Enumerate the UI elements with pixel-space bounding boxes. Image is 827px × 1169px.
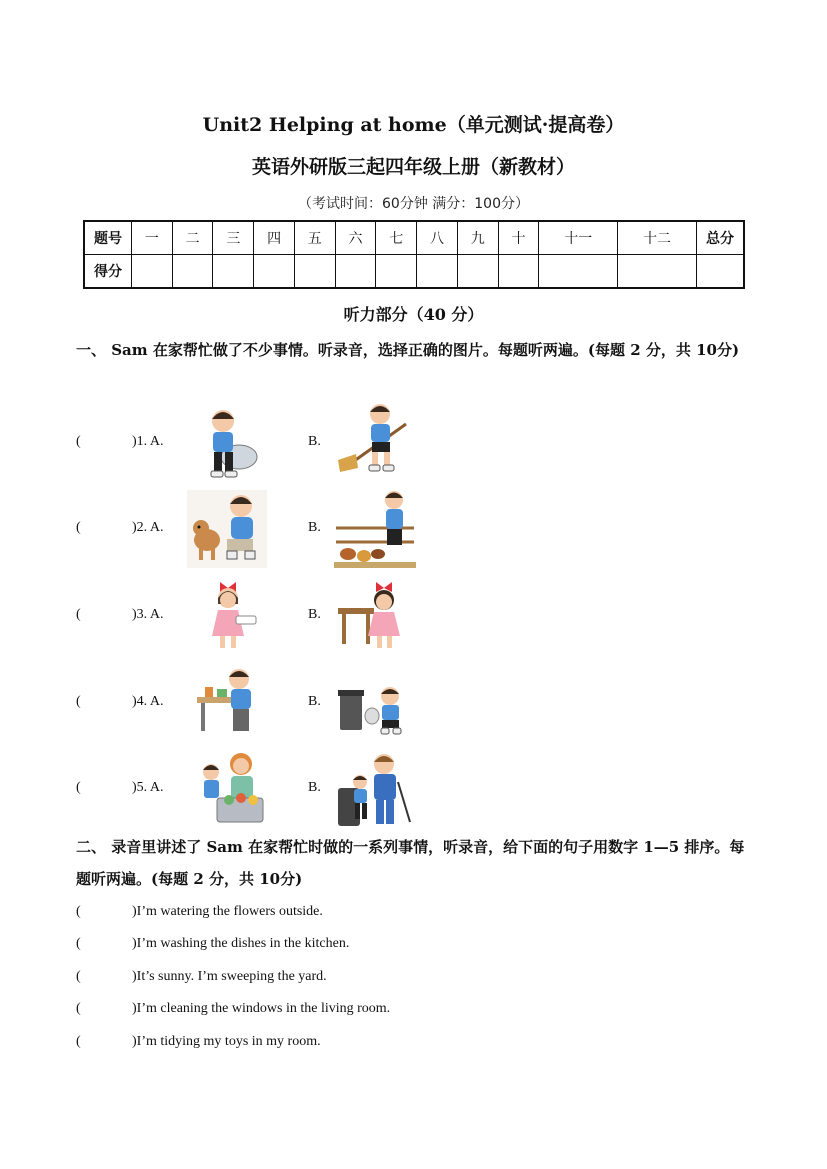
listening-title: 听力部分（40 分） [343,305,484,324]
option-b-label: B. [308,607,321,622]
score-col: 七 [376,221,417,255]
score-cell[interactable] [697,255,745,289]
section2-heading: 二、 录音里讲述了 Sam 在家帮忙时做的一系列事情，听录音，给下面的句子用数字 1—5 排序。每题听两遍。(每题 2 分，共 10分) [76,838,745,888]
answer-paren[interactable]: ( [76,694,81,709]
question-1 [76,434,164,450]
ordering-sentence [76,904,323,920]
boy-taking-out-trash-image[interactable] [336,686,416,736]
score-cell[interactable] [294,255,335,289]
question-5 [76,780,164,796]
score-table-label: 题号 [84,221,132,255]
section1-heading: 一、 Sam 在家帮忙做了不少事情。听录音，选择正确的图片。每题听两遍。(每题 2 分，共 10分) [76,341,740,359]
girl-cleaning-image[interactable] [202,578,260,652]
score-cell[interactable] [172,255,213,289]
score-col: 十一 [539,221,618,255]
ordering-sentence [76,1001,390,1017]
exam-title: Unit2 Helping at home（单元测试·提高卷） [202,114,625,136]
score-col: 五 [294,221,335,255]
question-number: )3. A. [132,607,164,622]
boy-and-mother-cooking-image[interactable] [195,750,267,828]
score-col: 九 [457,221,498,255]
score-table-score-row [84,255,744,289]
question-4 [76,694,164,710]
answer-paren[interactable]: ( [76,1034,81,1049]
answer-paren[interactable]: ( [76,1001,81,1016]
sentence-text: )It’s sunny. I’m sweeping the yard. [132,969,327,984]
boy-sweeping-image[interactable] [334,402,416,474]
boy-feeding-dog-image[interactable] [187,490,267,568]
score-col: 十二 [618,221,697,255]
sentence-text: )I’m washing the dishes in the kitchen. [132,936,350,951]
question-number: )4. A. [132,694,164,709]
sentence-text: )I’m watering the flowers outside. [132,904,323,919]
score-cell[interactable] [335,255,376,289]
answer-paren[interactable]: ( [76,969,81,984]
score-row-label: 得分 [84,255,132,289]
answer-paren[interactable]: ( [76,936,81,951]
score-col: 四 [254,221,295,255]
answer-paren[interactable]: ( [76,904,81,919]
question-number: )5. A. [132,780,164,795]
question-number: )2. A. [132,520,164,535]
score-cell[interactable] [376,255,417,289]
option-b-label: B. [308,434,321,449]
score-cell[interactable] [254,255,295,289]
score-cell[interactable] [618,255,697,289]
option-b-label: B. [308,780,321,795]
answer-paren[interactable]: ( [76,780,81,795]
score-col: 八 [417,221,458,255]
answer-paren[interactable]: ( [76,434,81,449]
ordering-sentence [76,1034,321,1050]
boy-washing-dishes-image[interactable] [195,405,265,481]
score-col: 三 [213,221,254,255]
score-table [83,220,745,289]
exam-subtitle: 英语外研版三起四年级上册（新教材） [251,156,575,178]
sentence-text: )I’m tidying my toys in my room. [132,1034,321,1049]
exam-info: （考试时间：60分钟 满分：100分） [298,196,529,212]
question-number: )1. A. [132,434,164,449]
score-col: 一 [132,221,173,255]
score-cell[interactable] [213,255,254,289]
score-cell[interactable] [132,255,173,289]
score-col: 二 [172,221,213,255]
score-col-total: 总分 [697,221,745,255]
score-cell[interactable] [539,255,618,289]
score-cell[interactable] [498,255,539,289]
score-cell[interactable] [457,255,498,289]
answer-paren[interactable]: ( [76,607,81,622]
question-3 [76,607,164,623]
boy-at-desk-image[interactable] [195,665,267,735]
score-col: 六 [335,221,376,255]
answer-paren[interactable]: ( [76,520,81,535]
ordering-sentence [76,936,349,952]
option-b-label: B. [308,694,321,709]
option-b-label: B. [308,520,321,535]
boy-and-father-image[interactable] [336,752,416,828]
ordering-sentence [76,969,327,985]
boy-feeding-chickens-image[interactable] [334,488,416,568]
girl-wiping-table-image[interactable] [336,578,410,652]
score-cell[interactable] [417,255,458,289]
score-col: 十 [498,221,539,255]
sentence-text: )I’m cleaning the windows in the living room. [132,1001,391,1016]
score-table-header-row [84,221,744,255]
question-2 [76,520,164,536]
